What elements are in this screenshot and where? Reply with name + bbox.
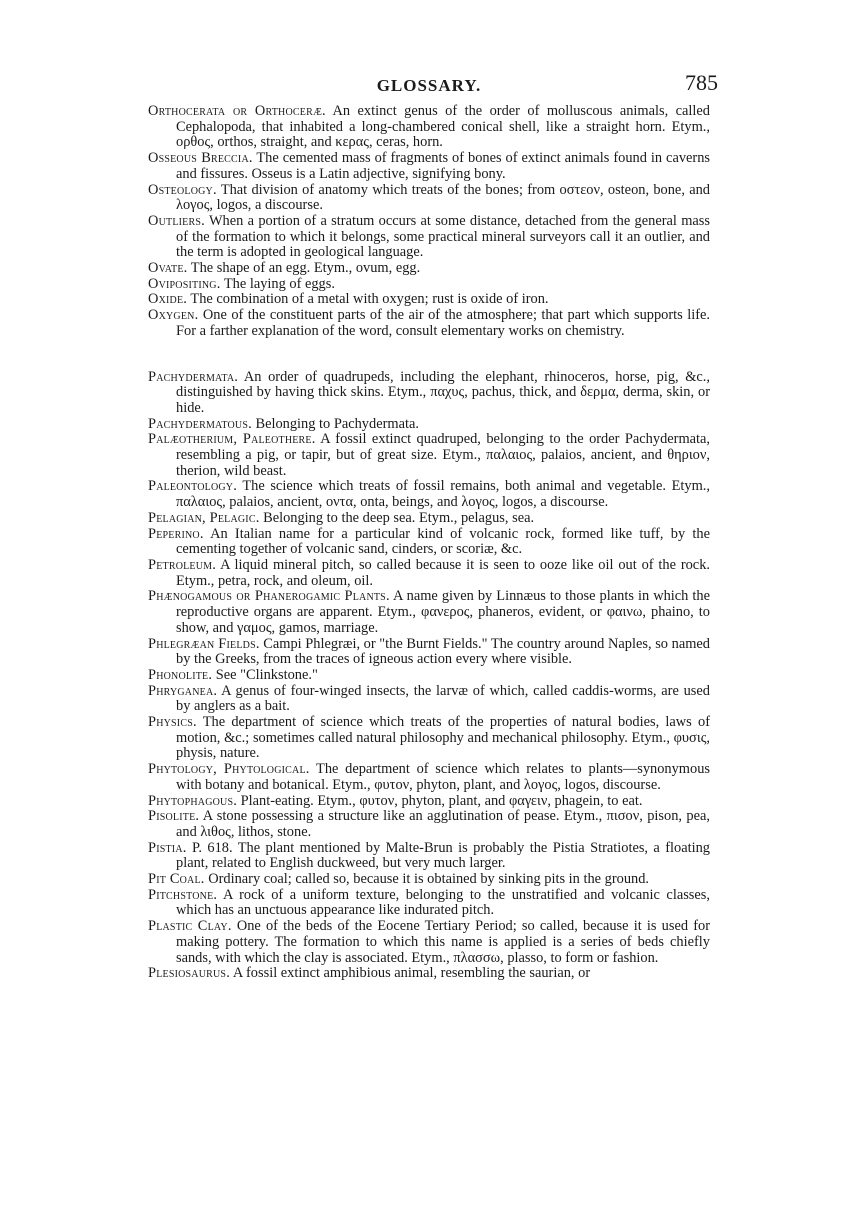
glossary-term: Phonolite. xyxy=(148,666,213,683)
glossary-entry xyxy=(148,479,710,510)
glossary-group-p xyxy=(148,370,710,982)
glossary-definition: The combination of a metal with oxygen; rust is oxide of iron. xyxy=(190,291,549,308)
glossary-entry xyxy=(148,637,710,668)
glossary-definition: See "Clinkstone." xyxy=(215,666,318,683)
glossary-entry xyxy=(148,370,710,417)
glossary-term: Pisolite. xyxy=(148,808,200,825)
glossary-entry xyxy=(148,432,710,479)
glossary-entry xyxy=(148,715,710,762)
glossary-entry xyxy=(148,104,710,151)
glossary-entry xyxy=(148,511,710,527)
glossary-term: Osteology. xyxy=(148,181,217,198)
glossary-term: Phytology, Phytological. xyxy=(148,761,310,778)
glossary-entry xyxy=(148,292,710,308)
glossary-term: Outliers. xyxy=(148,212,205,229)
glossary-definition: The laying of eggs. xyxy=(223,275,335,292)
glossary-term: Petroleum. xyxy=(148,556,217,573)
glossary-term: Ovate. xyxy=(148,260,188,277)
glossary-term: Phytophagous. xyxy=(148,792,238,809)
glossary-term: Ovipositing. xyxy=(148,275,221,292)
glossary-term: Peperino. xyxy=(148,525,204,542)
glossary-term: Phlegræan Fields. xyxy=(148,635,260,652)
glossary-definition: One of the constituent parts of the air of the atmosphere; that part which supports life. For a farther explanation of the word, consult elementary works on chemistry. xyxy=(176,307,710,339)
glossary-entry xyxy=(148,277,710,293)
glossary-term: Orthocerata or Orthoceræ. xyxy=(148,103,326,119)
glossary-definition: A liquid mineral pitch, so called because it is seen to ooze like oil out of the rock. Etym., petra, rock, and oleum, oil. xyxy=(176,556,710,589)
glossary-entry xyxy=(148,684,710,715)
glossary-entry xyxy=(148,183,710,214)
glossary-term: Phryganea. xyxy=(148,682,218,699)
glossary-definition: Campi Phlegræi, or "the Burnt Fields." The country around Naples, so named by the Greeks, from the traces of igneous action every where visible. xyxy=(176,635,710,668)
glossary-entry xyxy=(148,809,710,840)
glossary-definition: A name given by Linnæus to those plants in which the reproductive organs are apparent. Etym., φανερος, phaneros, evident, or φαινω, phaino, to show, and γαμος, gamos, marriage. xyxy=(176,588,710,636)
glossary-entry xyxy=(148,589,710,636)
running-title: GLOSSARY. xyxy=(376,76,482,95)
glossary-definition: Ordinary coal; called so, because it is obtained by sinking pits in the ground. xyxy=(208,871,650,888)
glossary-term: Plastic Clay. xyxy=(148,918,232,935)
glossary-entry xyxy=(148,558,710,589)
glossary-term: Paleontology. xyxy=(148,478,238,495)
glossary-entry xyxy=(148,151,710,182)
glossary-entry xyxy=(148,841,710,872)
glossary-entry xyxy=(148,527,710,558)
glossary-definition: The shape of an egg. Etym., ovum, egg. xyxy=(190,260,421,277)
glossary-entry xyxy=(148,794,710,810)
glossary-definition: A genus of four-winged insects, the larvæ of which, called caddis-worms, are used by anglers as a bait. xyxy=(176,682,710,715)
running-head xyxy=(148,62,718,95)
glossary-definition: Belonging to the deep sea. Etym., pelagus, sea. xyxy=(263,509,535,526)
glossary-entry xyxy=(148,417,710,433)
glossary-term: Oxygen. xyxy=(148,307,199,324)
glossary-definition: An Italian name for a particular kind of volcanic rock, formed like tuff, by the cementing together of volcanic sand, cinders, or scoriæ, &c. xyxy=(176,525,710,558)
glossary-definition: P. 618. The plant mentioned by Malte-Brun is probably the Pistia Stratiotes, a floating plant, related to English duckweed, but very much larger. xyxy=(176,839,710,872)
glossary-entry xyxy=(148,872,710,888)
glossary-definition: A fossil extinct amphibious animal, resembling the saurian, or xyxy=(232,965,591,982)
glossary-definition: The cemented mass of fragments of bones of extinct animals found in caverns and fissures. Osseus is a Latin adjective, signifying bony. xyxy=(176,150,711,182)
glossary-entry xyxy=(148,668,710,684)
glossary-definition: When a portion of a stratum occurs at some distance, detached from the general mass of the formation to which it belongs, some practical mineral surveyors call it an outlier, and the term is adopted in geological language. xyxy=(176,212,710,261)
glossary-definition: A fossil extinct quadruped, belonging to the order Pachydermata, resembling a pig, or tapir, but of great size. Etym., παλαιος, palaios, ancient, and θηριον, therion, wild beast. xyxy=(176,431,711,479)
glossary-term: Pistia. xyxy=(148,839,187,856)
glossary-definition: The department of science which treats of the properties of natural bodies, laws of motion, &c.; sometimes called natural philosophy and mechanical philosophy. Etym., φυσις, physis, nature. xyxy=(176,714,710,762)
glossary-entry xyxy=(148,919,710,966)
glossary-definition: That division of anatomy which treats of the bones; from οστεον, osteon, bone, and λογος, logos, a discourse. xyxy=(176,181,710,214)
glossary-entry xyxy=(148,261,710,277)
glossary-definition: Plant-eating. Etym., φυτον, phyton, plant, and φαγειν, phagein, to eat. xyxy=(240,792,643,809)
glossary-term: Pit Coal. xyxy=(148,871,205,888)
glossary-term: Pelagian, Pelagic. xyxy=(148,509,260,526)
glossary-definition: A stone possessing a structure like an agglutination of pease. Etym., πισον, pison, pea, and λιθος, lithos, stone. xyxy=(176,808,710,840)
page-number: 785 xyxy=(685,70,718,95)
glossary-group-o xyxy=(148,104,710,340)
glossary-definition: A rock of a uniform texture, belonging to the unstratified and volcanic classes, which has an unctuous appearance like indurated pitch. xyxy=(176,886,710,919)
glossary-definition: One of the beds of the Eocene Tertiary Period; so called, because it is used for making pottery. The formation to which this name is applied is a series of beds chiefly sands, with which the clay is associated. Etym., πλασσω, plasso, to form or fashion. xyxy=(176,918,711,966)
glossary-term: Phænogamous or Phanerogamic Plants. xyxy=(148,588,390,605)
glossary-term: Physics. xyxy=(148,714,197,731)
section-gap xyxy=(148,340,710,370)
glossary-definition: An order of quadrupeds, including the elephant, rhinoceros, horse, pig, &c., distinguished by having thick skins. Etym., παχυς, pachus, thick, and δερμα, derma, skin, or hide. xyxy=(176,368,711,416)
glossary-definition: An extinct genus of the order of molluscous animals, called Cephalopoda, that inhabited a long-chambered conical shell, like a straight horn. Etym., ορθος, orthos, straight, and κερας, ceras, horn. xyxy=(176,103,710,151)
glossary-term: Pachydermatous. xyxy=(148,415,252,432)
glossary-entry xyxy=(148,762,710,793)
glossary-definition: Belonging to Pachydermata. xyxy=(255,415,419,432)
glossary-definition: The department of science which relates to plants—synonymous with botany and botanical. Etym., φυτον, phyton, plant, and λογος, logos, discourse. xyxy=(176,761,710,793)
glossary-term: Pitchstone. xyxy=(148,886,218,903)
glossary-term: Oxide. xyxy=(148,291,188,308)
glossary-term: Plesiosaurus. xyxy=(148,965,230,982)
glossary-entry xyxy=(148,308,710,339)
glossary-term: Palæotherium, Paleothere. xyxy=(148,431,316,448)
glossary-term: Osseous Breccia. xyxy=(148,150,253,167)
glossary-definition: The science which treats of fossil remains, both animal and vegetable. Etym., παλαιος, palaios, ancient, οντα, onta, beings, and λογος, logos, a discourse. xyxy=(176,478,710,511)
glossary-entry xyxy=(148,888,710,919)
glossary-entries xyxy=(148,104,710,982)
glossary-entry xyxy=(148,214,710,261)
glossary-entry xyxy=(148,966,710,982)
glossary-term: Pachydermata. xyxy=(148,368,239,385)
